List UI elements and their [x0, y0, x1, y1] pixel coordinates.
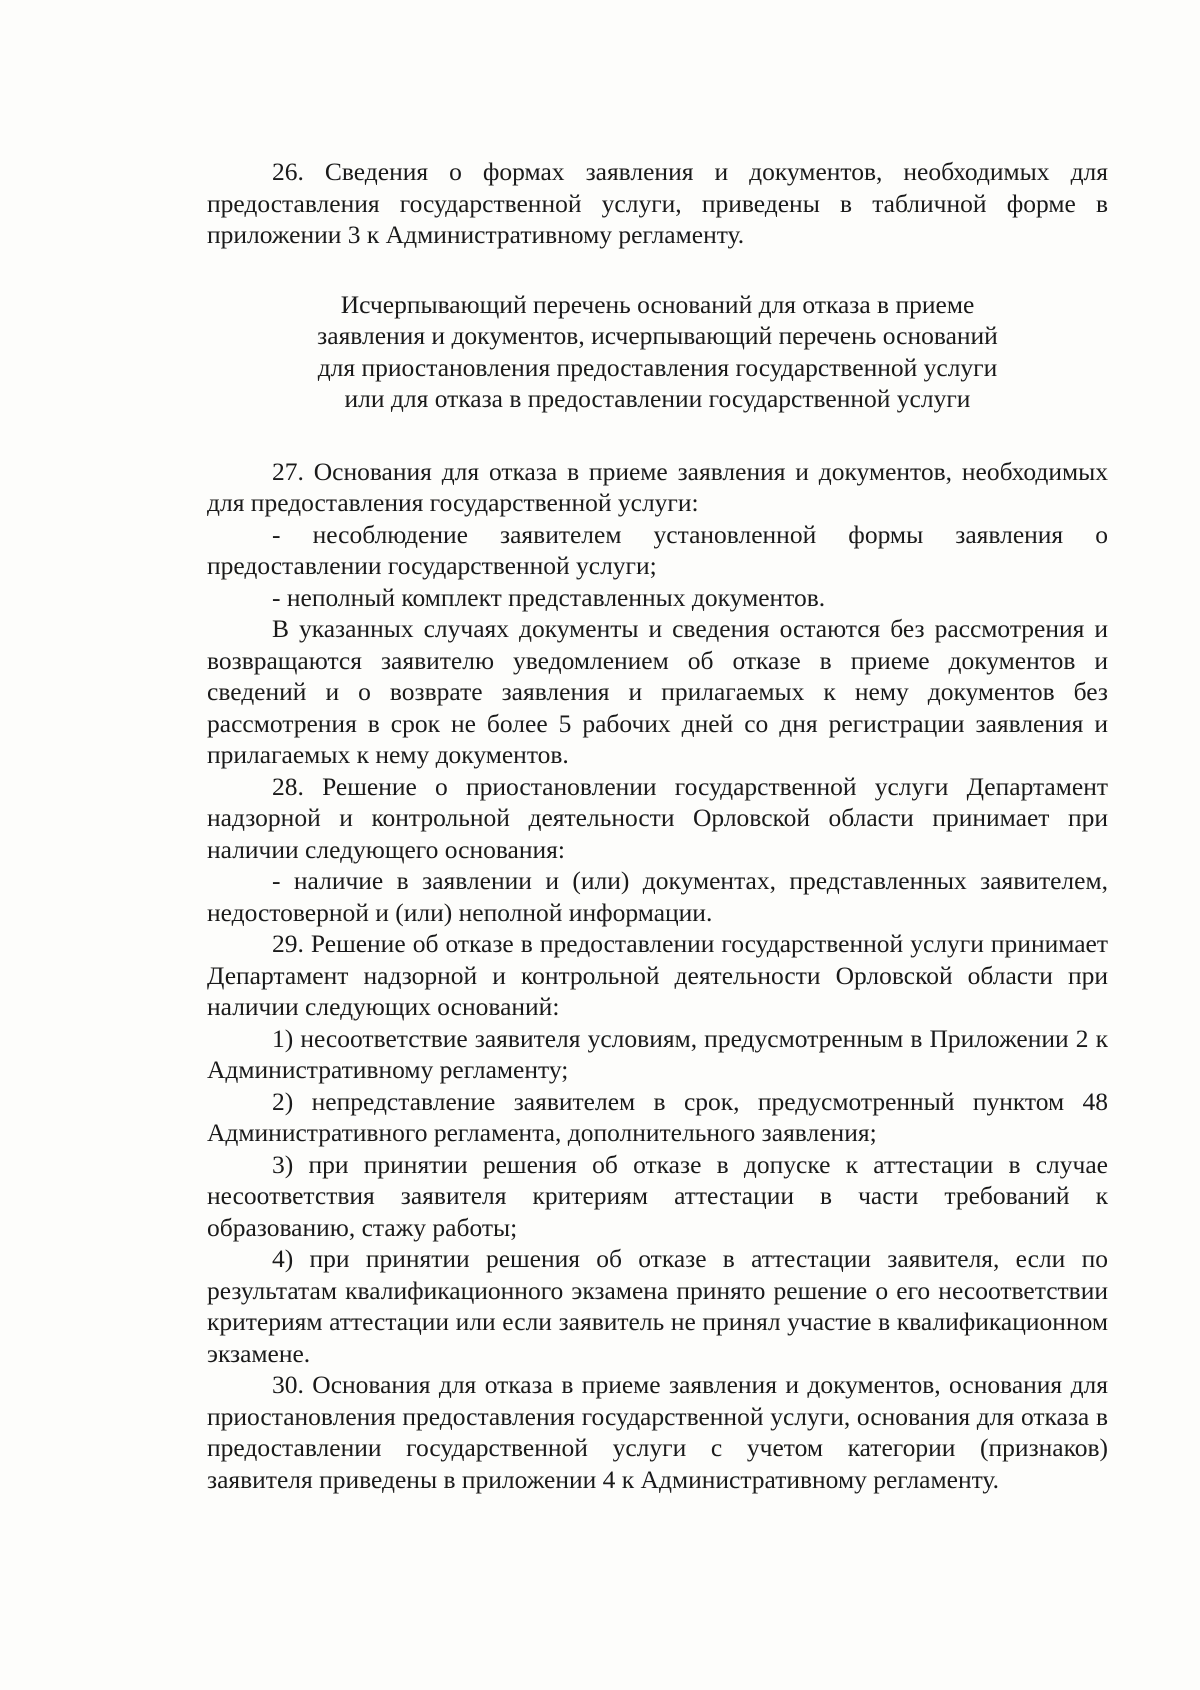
- paragraph-27-intro: 27. Основания для отказа в приеме заявления и документов, необходимых для предоставления государственной услуги:: [207, 456, 1108, 517]
- heading-line: заявления и документов, исчерпывающий перечень оснований: [317, 321, 998, 350]
- paragraph-27-note: В указанных случаях документы и сведения остаются без рассмотрения и возвращаются заявителю уведомлением об отказе в приеме документов и сведений и о возврате заявления и прилагаемых к нему документов без рассмотрения в срок не более 5 рабочих дней со дня регистрации заявления и прилагаемых к нему документов.: [207, 614, 1108, 769]
- paragraph-30: 30. Основания для отказа в приеме заявления и документов, основания для приостановления предоставления государственной услуги, основания для отказа в предоставлении государственной услуги с учетом категории (признаков) заявителя приведены в приложении 4 к Административному регламенту.: [207, 1370, 1108, 1494]
- paragraph-29-item: 1) несоответствие заявителя условиям, предусмотренным в Приложении 2 к Административному регламенту;: [207, 1023, 1108, 1084]
- document-body: [207, 156, 1108, 1495]
- paragraph-28-intro: 28. Решение о приостановлении государственной услуги Департамент надзорной и контрольной деятельности Орловской области принимает при наличии следующего основания:: [207, 771, 1108, 864]
- section-heading: [268, 289, 1048, 415]
- paragraph-26: 26. Сведения о формах заявления и документов, необходимых для предоставления государственной услуги, приведены в табличной форме в приложении 3 к Административному регламенту.: [207, 157, 1108, 249]
- paragraph-27-item: - несоблюдение заявителем установленной формы заявления о предоставлении государственной услуги;: [207, 519, 1108, 580]
- heading-line: Исчерпывающий перечень оснований для отказа в приеме: [340, 289, 975, 319]
- paragraph-29-intro: 29. Решение об отказе в предоставлении государственной услуги принимает Департамент надзорной и контрольной деятельности Орловской области при наличии следующих оснований:: [207, 929, 1108, 1021]
- paragraph-29-item: 3) при принятии решения об отказе в допуске к аттестации в случае несоответствия заявителя критериям аттестации в части требований к образованию, стажу работы;: [207, 1149, 1108, 1242]
- paragraph-28-item: - наличие в заявлении и (или) документах, представленных заявителем, недостоверной и (или) неполной информации.: [207, 866, 1108, 927]
- paragraph-29-item: 4) при принятии решения об отказе в аттестации заявителя, если по результатам квалификационного экзамена принято решение о его несоответствии критериям аттестации или если заявитель не принял участие в квалификационном экзамене.: [207, 1244, 1108, 1368]
- heading-line: для приостановления предоставления государственной услуги: [317, 352, 998, 382]
- paragraph-27-item: - неполный комплект представленных документов.: [272, 582, 826, 612]
- paragraph-29-item: 2) непредставление заявителем в срок, предусмотренный пунктом 48 Административного регламента, дополнительного заявления;: [207, 1086, 1108, 1147]
- heading-line: или для отказа в предоставлении государственной услуги: [344, 384, 971, 413]
